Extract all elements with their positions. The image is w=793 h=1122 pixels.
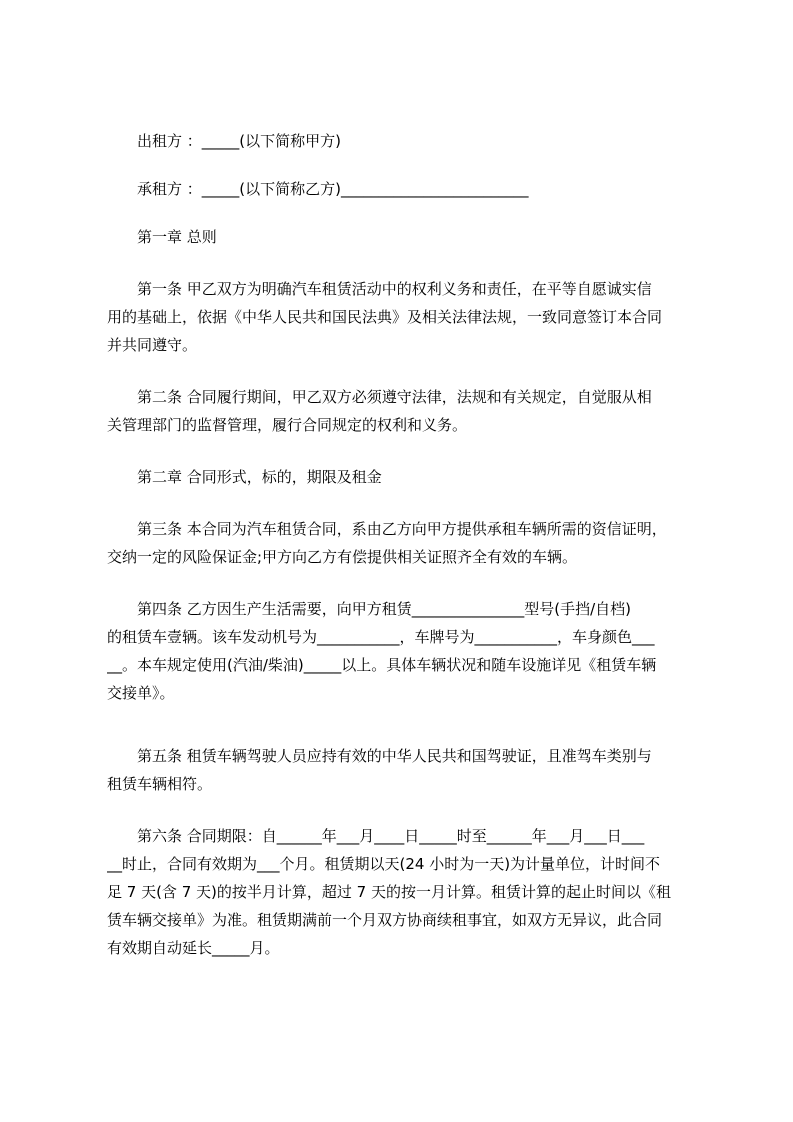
article-5-line: 租赁车辆相符。 [107,775,213,793]
article-6-line: 赁车辆交接单》为准。租赁期满前一个月双方协商续租事宜，如双方无异议，此合同 [107,911,663,929]
article-4-line: 第四条 乙方因生产生活需要，向甲方租赁_______________型号(手挡/自档) [137,600,632,618]
chapter-2-title: 第二章 合同形式，标的，期限及租金 [137,468,382,486]
article-1-line: 并共同遵守。 [107,336,198,354]
article-6-line: 有效期自动延长_____月。 [107,939,280,957]
article-4-line: __。本车规定使用(汽油/柴油)_____以上。具体车辆状况和随车设施详见《租赁车辆 [107,656,657,674]
article-4-line: 的租赁车壹辆。该车发动机号为___________，车牌号为___________，车身颜色___ [107,628,655,646]
lessor-line: 出租方 ：_____(以下简称甲方) [137,132,341,150]
article-6 [107,822,701,962]
article-1 [107,275,701,359]
chapter-1-title: 第一章 总则 [137,228,217,246]
article-6-line: __时止，合同有效期为___个月。租赁期以天(24 小时为一天)为计量单位，计时间不 [107,855,661,873]
article-6-line: 足 7 天(含 7 天)的按半月计算，超过 7 天的按一月计算。租赁计算的起止时间以《租 [107,883,671,901]
article-1-line: 第一条 甲乙双方为明确汽车租赁活动中的权利义务和责任，在平等自愿诚实信 [137,280,652,298]
lessee-line: 承租方 ：_____(以下简称乙方)_________________________ [137,180,529,198]
article-4 [107,595,701,707]
article-6-line: 第六条 合同期限：自______年___月____日_____时至______年___月___日___ [137,827,645,845]
article-2-line: 关管理部门的监督管理，履行合同规定的权利和义务。 [107,416,468,434]
article-2-line: 第二条 合同履行期间，甲乙双方必须遵守法律，法规和有关规定，自觉服从相 [137,388,652,406]
article-3-line: 交纳一定的风险保证金;甲方向乙方有偿提供相关证照齐全有效的车辆。 [107,548,578,566]
article-5-line: 第五条 租赁车辆驾驶人员应持有效的中华人民共和国驾驶证，且准驾车类别与 [137,747,652,765]
contract-body [107,127,701,962]
article-3 [107,515,701,571]
article-1-line: 用的基础上，依据《中华人民共和国民法典》及相关法律法规，一致同意签订本合同 [107,308,663,326]
article-5 [107,742,701,798]
article-2 [107,383,701,439]
article-4-line: 交接单》。 [107,684,175,702]
article-3-line: 第三条 本合同为汽车租赁合同，系由乙方向甲方提供承租车辆所需的资信证明， [137,520,667,538]
